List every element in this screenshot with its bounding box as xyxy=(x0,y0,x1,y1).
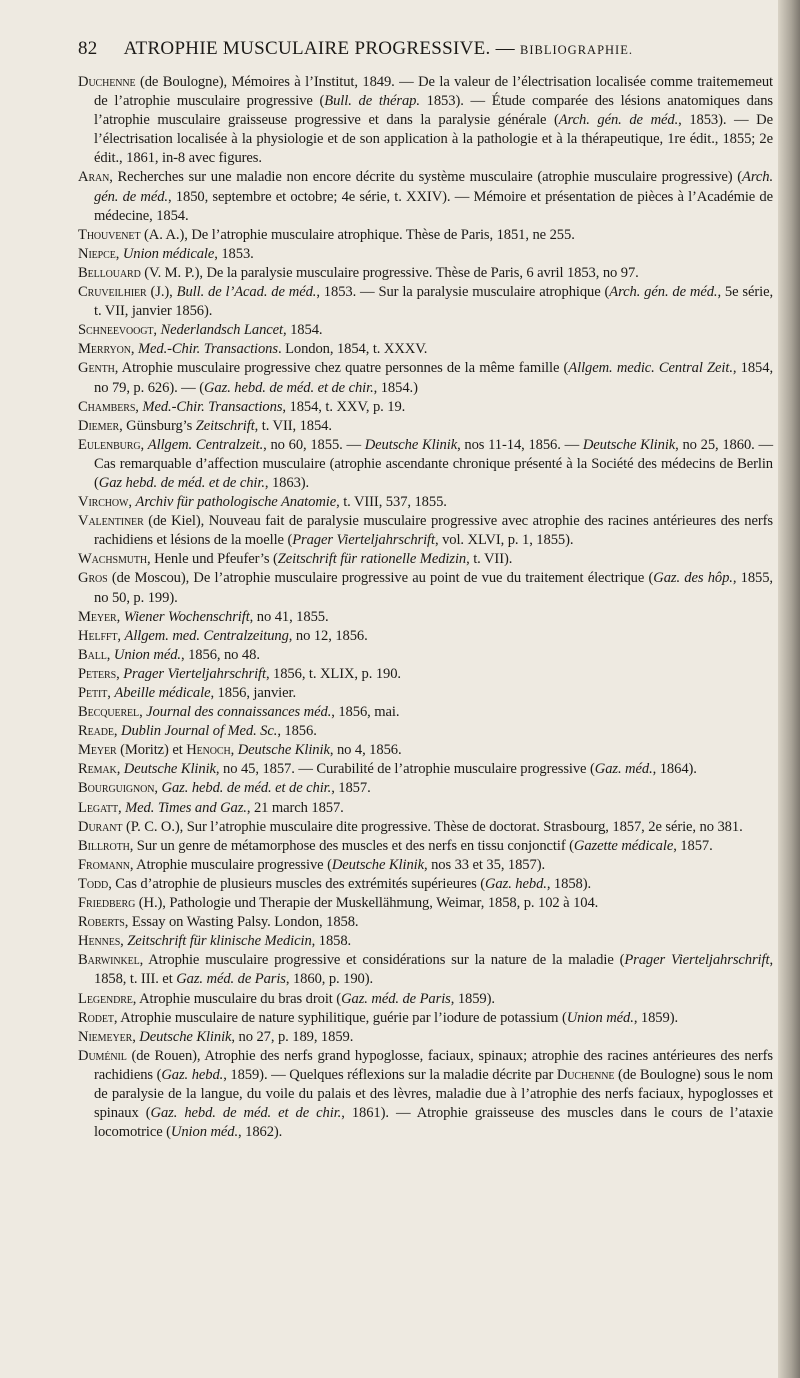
entry-text: , Recherches sur une maladie non encore décrite du système musculaire (atrophie musculaire progressive) ( xyxy=(109,169,743,186)
bibliography-entry xyxy=(78,321,773,340)
entry-text: , xyxy=(139,704,147,721)
entry-text: , vol. XLVI, p. 1, 1855). xyxy=(434,532,574,549)
journal-title: Union méd. xyxy=(113,646,181,663)
journal-title: Wiener Wochenschrift xyxy=(123,608,250,625)
entry-text: , 1853). — De l’électrisation localisée à la physiologie et de son application à la pathologie et à la thérapeutique, 1re édit., 1855; 2e édit., 1861, in-8 avec figures. xyxy=(94,112,773,167)
journal-title: Allgem. medic. Central Zeit. xyxy=(568,360,733,377)
author-name: Wachsmuth xyxy=(78,551,147,568)
entry-text: , xyxy=(117,799,126,816)
entry-text: , Atrophie musculaire du bras droit ( xyxy=(132,990,342,1007)
entry-text: , no 60, 1855. — xyxy=(263,436,365,453)
journal-title: Union méd. xyxy=(170,1124,239,1141)
entry-text: , 1854.) xyxy=(373,379,418,396)
entry-text: , 1859). xyxy=(633,1009,679,1026)
author-name: Duchenne xyxy=(78,74,136,90)
running-title: ATROPHIE MUSCULAIRE PROGRESSIVE. xyxy=(123,38,491,59)
entry-text: , 1859). — Quelques réflexions sur la maladie décrite par xyxy=(223,1066,557,1083)
journal-title: Deutsche Klinik xyxy=(123,761,216,778)
journal-title: Deutsche Klinik xyxy=(364,436,458,453)
header-dash: — xyxy=(495,38,515,59)
journal-title: Archiv für pathologische Anatomie xyxy=(135,494,337,511)
entry-text: , nos 11-14, 1856. — xyxy=(457,436,583,453)
author-name: Fromann xyxy=(78,856,130,873)
journal-title: Abeille médicale xyxy=(114,685,211,701)
entry-text: , Günsburg’s xyxy=(119,417,196,434)
journal-title: Prager Vierteljahrschrift xyxy=(624,952,770,969)
journal-title: Allgem. med. Centralzeitung xyxy=(124,627,289,644)
entry-text: , 1862). xyxy=(238,1124,283,1141)
journal-title: Gaz hebd. de méd. et de chir. xyxy=(98,474,265,491)
journal-title: Gazette médicale xyxy=(573,837,674,854)
author-name: Cruveilhier xyxy=(78,284,147,301)
journal-title: Zeitschrift xyxy=(195,417,255,434)
author-name: Chambers xyxy=(78,398,136,415)
entry-text: , Henle und Pfeufer’s ( xyxy=(147,551,278,568)
entry-text: , xyxy=(106,646,114,663)
journal-title: Zeitschrift für klinische Medicin xyxy=(127,933,312,950)
author-name: Legendre xyxy=(78,990,133,1007)
journal-title: Deutsche Klinik xyxy=(582,436,676,453)
entry-text: , 1858, t. III. et xyxy=(94,952,773,988)
entry-text: (J.), xyxy=(146,284,177,301)
bibliography-entry xyxy=(78,1028,773,1047)
bibliography-entry xyxy=(78,703,773,722)
author-name: Hennes xyxy=(78,933,121,950)
bibliography-entry xyxy=(78,168,773,225)
entry-text: , Atrophie musculaire de nature syphilitique, guérie par l’iodure de potassium ( xyxy=(113,1009,567,1026)
entry-text: , 1857. xyxy=(331,780,371,797)
bibliography-entry xyxy=(78,990,773,1009)
journal-title: Deutsche Klinik xyxy=(331,856,424,873)
running-header xyxy=(78,38,778,60)
bibliography-entry xyxy=(78,512,773,550)
entry-text: , xyxy=(132,1028,140,1045)
author-name: Petit xyxy=(78,685,108,701)
bibliography-entry xyxy=(78,894,773,913)
entry-text: , 1856, janvier. xyxy=(210,685,296,701)
entry-text: (Moritz) et xyxy=(116,742,187,759)
journal-title: Prager Vierteljahrschrift xyxy=(292,532,435,549)
entry-text: , xyxy=(116,665,124,682)
entry-text: , xyxy=(154,780,162,797)
author-name: Bourguignon xyxy=(78,780,155,797)
bibliography-entry xyxy=(78,779,773,798)
journal-title: Nederlandsch Lancet xyxy=(160,322,283,339)
journal-title: Med.-Chir. Transactions xyxy=(142,398,283,415)
journal-title: Arch. gén. de méd. xyxy=(94,169,773,205)
bibliography-entry xyxy=(78,760,773,779)
bibliography-entry xyxy=(78,856,773,875)
journal-title: Arch. gén. de méd. xyxy=(558,112,679,129)
journal-title: Bull. de l’Acad. de méd. xyxy=(176,284,317,301)
author-name: Legatt xyxy=(78,799,118,816)
journal-title: Gaz. méd. de Paris xyxy=(341,990,451,1007)
journal-title: Gaz. hebd. de méd. et de chir. xyxy=(203,379,374,396)
bibliography-entry xyxy=(78,627,773,646)
bibliography-entry xyxy=(78,569,773,607)
journal-title: Gaz. hebd. de méd. et de chir. xyxy=(161,780,332,797)
journal-title: Allgem. Centralzeit. xyxy=(147,436,264,453)
journal-title: Zeitschrift für rationelle Medizin xyxy=(277,551,467,568)
author-name: Friedberg xyxy=(78,895,136,912)
entry-text: , xyxy=(130,341,138,358)
entry-text: , 1857. xyxy=(673,837,713,854)
bibliography-entry xyxy=(78,493,773,512)
journal-title: Prager Vierteljahrschrift xyxy=(123,665,266,682)
entry-text: (H.), Pathologie und Therapie der Muskellähmung, Weimar, 1858, p. 102 à 104. xyxy=(135,895,599,912)
entry-text: , xyxy=(153,322,161,339)
entry-text: , t. VII). xyxy=(466,551,513,568)
entry-text: , no 27, p. 189, 1859. xyxy=(231,1028,354,1045)
bibliography-entry xyxy=(78,417,773,436)
entry-text: (A. A.), De l’atrophie musculaire atrophique. Thèse de Paris, 1851, ne 255. xyxy=(140,226,575,243)
bibliography-entry xyxy=(78,741,773,760)
entry-text: , 1856, t. XLIX, p. 190. xyxy=(265,665,401,682)
author-name: Genth xyxy=(78,360,115,377)
entry-text: , t. VII, 1854. xyxy=(254,417,332,434)
entry-text: , Atrophie musculaire progressive chez quatre personnes de la même famille ( xyxy=(114,360,569,377)
bibliography-entry xyxy=(78,646,773,665)
entry-text: , xyxy=(115,245,123,262)
entry-text: (de Boulogne) sous le nom de paralysie de la langue, du voile du palais et des lèvres, maladie due à l’atrophie des nerfs faciaux, hypoglosses et spinaux ( xyxy=(94,1066,773,1122)
entry-text: (P. C. O.), Sur l’atrophie musculaire dite progressive. Thèse de doctorat. Strasbourg, 1857, 2e série, no 381. xyxy=(122,818,743,835)
bibliography-entry xyxy=(78,951,773,989)
entry-text: , 1859). xyxy=(450,990,495,1007)
entry-text: , xyxy=(140,436,148,453)
journal-title: Gaz. hebd. xyxy=(484,875,547,892)
entry-text: , 1854. xyxy=(283,322,323,339)
entry-text: , 1863). xyxy=(264,474,310,491)
entry-text: , 1864). xyxy=(652,761,697,778)
entry-text: , xyxy=(230,742,238,759)
journal-title: Dublin Journal of Med. Sc. xyxy=(121,723,278,740)
author-name: Valentiner xyxy=(78,513,144,530)
author-name: Merryon xyxy=(78,341,131,358)
author-name: Becquerel xyxy=(78,704,140,721)
entry-text: , no 4, 1856. xyxy=(329,742,402,759)
bibliography-entry xyxy=(78,283,773,321)
author-name: Diemer xyxy=(78,417,120,434)
bibliography-entry xyxy=(78,245,773,264)
bibliography-entry xyxy=(78,1009,773,1028)
entry-text: 1853). — Étude comparée des lésions anatomiques dans l’atrophie musculaire graisseuse progressive et dans la paralysie générale ( xyxy=(94,93,773,129)
author-name: Bellouard xyxy=(78,264,141,281)
entry-text: , 1854, no 79, p. 626). — ( xyxy=(94,360,773,396)
entry-text: , 21 march 1857. xyxy=(246,799,344,816)
entry-text: (de Moscou), De l’atrophie musculaire progressive au point de vue du traitement électrique ( xyxy=(107,570,654,587)
entry-text: , xyxy=(107,685,115,701)
author-name: Duménil xyxy=(78,1047,127,1064)
entry-text: , 5e série, t. VII, janvier 1856). xyxy=(94,284,774,320)
bibliography-entry xyxy=(78,436,773,493)
entry-text: , xyxy=(116,761,124,778)
entry-text: , 1855, no 50, p. 199). xyxy=(94,570,773,606)
entry-text: , xyxy=(120,933,128,950)
author-name: Billroth xyxy=(78,837,130,854)
author-name: Ball xyxy=(78,646,107,663)
page-edge-shadow xyxy=(778,0,800,1378)
bibliography-entry xyxy=(78,818,773,837)
entry-text: , no 45, 1857. — Curabilité de l’atrophie musculaire progressive ( xyxy=(215,761,595,778)
entry-text: , xyxy=(113,723,122,740)
entry-text: , 1856, no 48. xyxy=(181,646,260,663)
bibliography-entry xyxy=(78,73,773,168)
journal-title: Arch. gén. de méd. xyxy=(609,284,718,301)
author-name: Henoch xyxy=(186,742,231,759)
entry-text: (de Kiel), Nouveau fait de paralysie musculaire progressive avec atrophie des racines antérieures des nerfs rachidiens et lésions de la moelle ( xyxy=(94,513,773,549)
entry-text: , 1856, mai. xyxy=(331,704,400,721)
author-name: Barwinkel xyxy=(78,952,140,969)
author-name: Rodet xyxy=(78,1009,114,1026)
author-name: Thouvenet xyxy=(78,226,141,243)
author-name: Aran xyxy=(78,169,110,186)
journal-title: Med. Times and Gaz. xyxy=(125,799,247,816)
page-number: 82 xyxy=(78,38,98,59)
entry-text: , 1853. xyxy=(214,245,254,262)
entry-text: , 1861). — Atrophie graisseuse des muscles dans le cours de l’ataxie locomotrice ( xyxy=(94,1105,773,1141)
bibliography-entry xyxy=(78,608,773,627)
journal-title: Gaz. hebd. de méd. et de chir. xyxy=(150,1105,342,1122)
bibliography-entry xyxy=(78,359,773,397)
author-name: Eulenburg xyxy=(78,436,141,453)
author-name: Gros xyxy=(78,570,108,587)
author-name: Meyer xyxy=(78,608,117,625)
bibliography-entry xyxy=(78,665,773,684)
journal-title: Bull. de thérap. xyxy=(324,93,420,110)
author-name: Todd xyxy=(78,875,109,892)
journal-title: Gaz. méd. de Paris xyxy=(176,971,286,988)
bibliography-entry xyxy=(78,932,773,951)
journal-title: Gaz. hebd. xyxy=(161,1066,224,1083)
journal-title: Journal des connaissances méd. xyxy=(146,704,332,721)
bibliography-entry xyxy=(78,913,773,932)
entry-text: , Cas d’atrophie de plusieurs muscles des extrémités supérieures ( xyxy=(108,875,485,892)
bibliography-entry xyxy=(78,684,773,703)
author-name: Meyer xyxy=(78,742,117,759)
author-name: Duchenne xyxy=(556,1066,615,1083)
entry-text: , xyxy=(117,627,125,644)
author-name: Virchow xyxy=(78,494,129,511)
author-name: Reade xyxy=(78,723,114,740)
entry-text: , Atrophie musculaire progressive et considérations sur la nature de la maladie ( xyxy=(139,952,625,969)
bibliography-entry xyxy=(78,226,773,245)
entry-text: , nos 33 et 35, 1857). xyxy=(423,856,546,873)
author-name: Durant xyxy=(78,818,123,835)
section-title: BIBLIOGRAPHIE. xyxy=(520,43,633,57)
journal-title: Union médicale xyxy=(122,245,215,262)
entry-text: (V. M. P.), De la paralysie musculaire progressive. Thèse de Paris, 6 avril 1853, no 97. xyxy=(140,264,639,281)
entry-text: , Sur un genre de métamorphose des muscles et des nerfs en tissu conjonctif ( xyxy=(129,837,574,854)
bibliography-entry xyxy=(78,398,773,417)
bibliography-entry xyxy=(78,799,773,818)
entry-text: , 1850, septembre et octobre; 4e série, t. XXIV). — Mémoire et présentation de pièces à l’Académie de médecine, 1854. xyxy=(94,188,773,224)
entry-text: , t. VIII, 537, 1855. xyxy=(336,494,447,511)
entry-text: , xyxy=(135,398,143,415)
bibliography-entry xyxy=(78,875,773,894)
entry-text: , no 12, 1856. xyxy=(288,627,368,644)
bibliography-list xyxy=(78,73,773,1142)
journal-title: Union méd. xyxy=(566,1009,634,1026)
author-name: Peters xyxy=(78,665,117,682)
entry-text: , 1856. xyxy=(277,723,317,740)
journal-title: Deutsche Klinik xyxy=(237,742,330,759)
entry-text: , 1858). xyxy=(546,875,592,892)
entry-text: , Essay on Wasting Palsy. London, 1858. xyxy=(124,914,359,931)
entry-text: , 1858. xyxy=(311,933,352,950)
bibliography-entry xyxy=(78,550,773,569)
bibliography-entry xyxy=(78,340,773,359)
entry-text: , no 41, 1855. xyxy=(249,608,329,625)
journal-title: Gaz. méd. xyxy=(594,761,653,778)
journal-title: Gaz. des hôp. xyxy=(653,570,733,587)
bibliography-entry xyxy=(78,837,773,856)
entry-text: , xyxy=(116,608,124,625)
entry-text: (de Boulogne), Mémoires à l’Institut, 1849. — De la valeur de l’électrisation localisée comme traitememeut de l’atrophie musculaire progressive ( xyxy=(94,74,773,110)
entry-text: , xyxy=(128,494,136,511)
bibliography-entry xyxy=(78,722,773,741)
entry-text: . London, 1854, t. XXXV. xyxy=(277,341,428,358)
entry-text: , Atrophie musculaire progressive ( xyxy=(129,856,332,873)
entry-text: , 1853. — Sur la paralysie musculaire atrophique ( xyxy=(316,284,610,301)
journal-title: Med.-Chir. Transactions xyxy=(137,341,278,358)
author-name: Niemeyer xyxy=(78,1028,133,1045)
author-name: Niepce xyxy=(78,245,116,262)
author-name: Roberts xyxy=(78,914,125,931)
bibliography-entry xyxy=(78,264,773,283)
entry-text: , no 25, 1860. — Cas remarquable d’affection musculaire (atrophie ascendante chronique présenté à la Société des médecins de Berlin ( xyxy=(94,436,773,491)
bibliography-entry xyxy=(78,1047,773,1142)
author-name: Schneevoogt xyxy=(78,322,154,339)
entry-text: , 1854, t. XXV, p. 19. xyxy=(282,398,406,415)
author-name: Helfft xyxy=(78,627,118,644)
journal-title: Deutsche Klinik xyxy=(139,1028,232,1045)
author-name: Remak xyxy=(78,761,117,778)
entry-text: (de Rouen), Atrophie des nerfs grand hypoglosse, faciaux, spinaux; atrophie des racines antérieures des nerfs rachidiens ( xyxy=(94,1047,773,1083)
entry-text: , 1860, p. 190). xyxy=(285,971,374,988)
